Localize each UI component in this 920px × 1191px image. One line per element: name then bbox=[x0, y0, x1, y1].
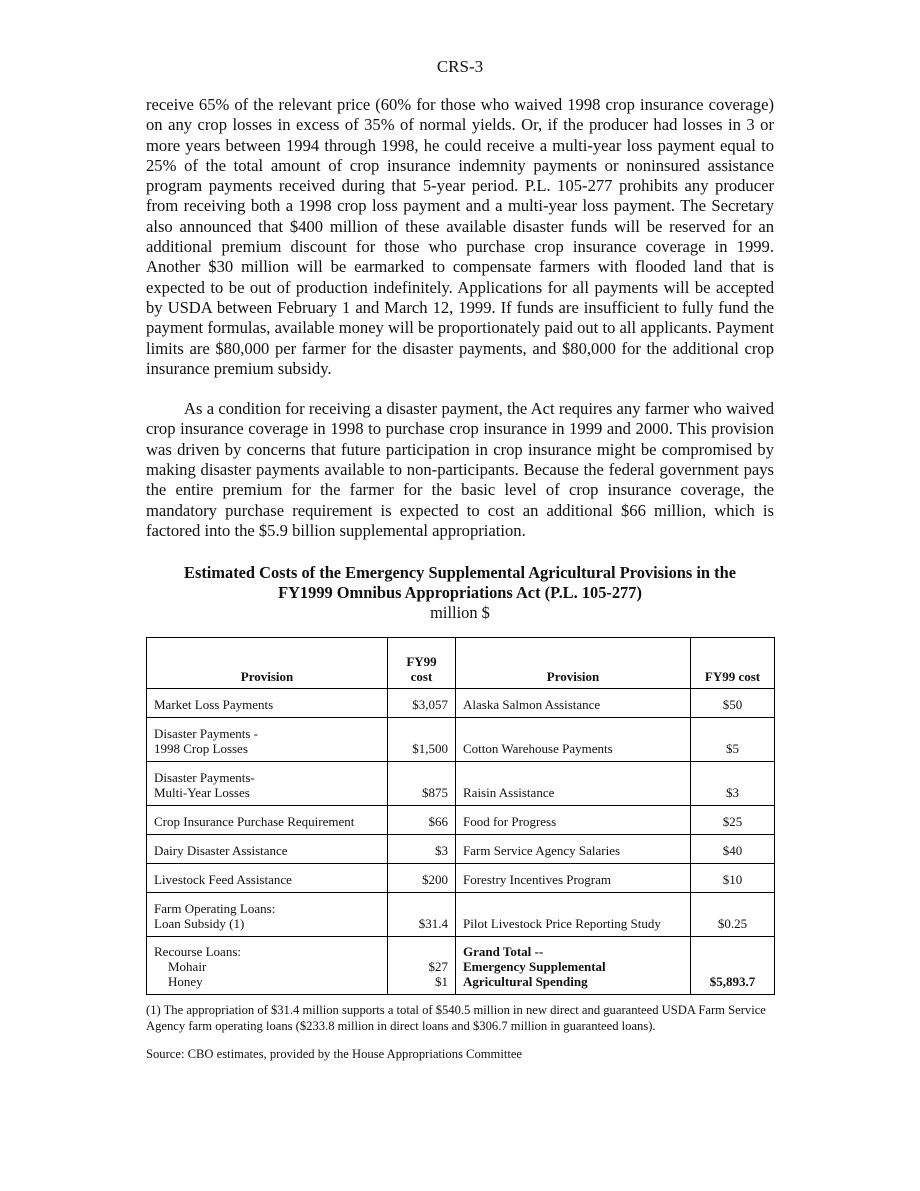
cost-cell bbox=[388, 762, 456, 806]
provision-text: Dairy Disaster Assistance bbox=[154, 843, 288, 859]
provision-cell bbox=[456, 864, 691, 893]
table-footnote: (1) The appropriation of $31.4 million supports a total of $540.5 million in new direct and guaranteed USDA Farm Service Agency farm operating loans ($233.8 million in direct loans and $306.7 million in guaranteed loans). bbox=[146, 1003, 766, 1034]
cost-value: $3 bbox=[726, 785, 739, 801]
cost-cell bbox=[691, 689, 775, 718]
table-header-row bbox=[147, 638, 775, 689]
provision-cell bbox=[456, 835, 691, 864]
cost-value: $27 bbox=[428, 959, 448, 975]
cost-cell bbox=[691, 718, 775, 762]
provision-text: Cotton Warehouse Payments bbox=[463, 741, 613, 757]
page-header: CRS-3 bbox=[436, 57, 484, 76]
provision-text: Market Loss Payments bbox=[154, 697, 274, 713]
grand-total-label: Agricultural Spending bbox=[463, 974, 588, 990]
table-title-line-1: Estimated Costs of the Emergency Supplemental Agricultural Provisions in the bbox=[184, 563, 736, 583]
cost-cell bbox=[691, 893, 775, 937]
cost-cell bbox=[388, 893, 456, 937]
cost-cell bbox=[691, 835, 775, 864]
grand-total-cost-cell bbox=[691, 937, 775, 995]
grand-total-label: Grand Total -- bbox=[463, 944, 544, 960]
provision-text: Farm Operating Loans: bbox=[154, 901, 276, 917]
header-cost-right: FY99 cost bbox=[691, 638, 775, 689]
provision-cell bbox=[147, 835, 388, 864]
cost-cell bbox=[691, 864, 775, 893]
header-provision-right: Provision bbox=[456, 638, 691, 689]
table-row bbox=[147, 864, 775, 893]
cost-value: $31.4 bbox=[418, 916, 448, 932]
provision-cell bbox=[147, 937, 388, 995]
provision-cell bbox=[147, 893, 388, 937]
cost-value: $3 bbox=[435, 843, 448, 859]
cost-value: $1 bbox=[435, 974, 448, 990]
provision-text: Food for Progress bbox=[463, 814, 557, 830]
cost-cell bbox=[388, 937, 456, 995]
provision-cell bbox=[456, 806, 691, 835]
provision-text: Raisin Assistance bbox=[463, 785, 555, 801]
cost-cell bbox=[691, 762, 775, 806]
provision-text: Multi-Year Losses bbox=[154, 785, 250, 801]
cost-value: $5 bbox=[726, 741, 739, 757]
provision-text: Pilot Livestock Price Reporting Study bbox=[463, 916, 661, 932]
provision-text: Crop Insurance Purchase Requirement bbox=[154, 814, 355, 830]
table-row bbox=[147, 806, 775, 835]
table-row bbox=[147, 762, 775, 806]
provision-text: Disaster Payments - bbox=[154, 726, 258, 742]
provision-text: Loan Subsidy (1) bbox=[154, 916, 245, 932]
cost-cell bbox=[388, 806, 456, 835]
provision-cell bbox=[456, 689, 691, 718]
header-cost-left: FY99 cost bbox=[388, 638, 456, 689]
cost-value: $50 bbox=[722, 697, 743, 713]
cost-value: $25 bbox=[722, 814, 743, 830]
cost-cell bbox=[388, 718, 456, 762]
provision-text: Livestock Feed Assistance bbox=[154, 872, 292, 888]
cost-value: $0.25 bbox=[717, 916, 748, 932]
cost-value: $200 bbox=[422, 872, 448, 888]
table-body bbox=[147, 689, 775, 995]
provision-text: 1998 Crop Losses bbox=[154, 741, 248, 757]
provision-text: Disaster Payments- bbox=[154, 770, 255, 786]
provision-text: Forestry Incentives Program bbox=[463, 872, 612, 888]
cost-cell bbox=[388, 864, 456, 893]
provision-subitem: Mohair bbox=[168, 959, 207, 975]
grand-total-label: Emergency Supplemental bbox=[463, 959, 606, 975]
table-row-grand-total bbox=[147, 937, 775, 995]
cost-value: $66 bbox=[428, 814, 448, 830]
cost-value: $40 bbox=[722, 843, 743, 859]
provision-cell bbox=[456, 762, 691, 806]
table-subtitle: million $ bbox=[430, 603, 490, 623]
grand-total-value: $5,893.7 bbox=[709, 974, 756, 990]
cost-value: $1,500 bbox=[412, 741, 448, 757]
provision-cell bbox=[147, 806, 388, 835]
cost-cell bbox=[388, 835, 456, 864]
table-title bbox=[146, 563, 774, 603]
provision-cell bbox=[456, 893, 691, 937]
cost-value: $3,057 bbox=[412, 697, 448, 713]
cost-value: $10 bbox=[722, 872, 743, 888]
grand-total-label-cell bbox=[456, 937, 691, 995]
provision-text: Farm Service Agency Salaries bbox=[463, 843, 621, 859]
provision-subitem: Honey bbox=[168, 974, 203, 990]
table-row bbox=[147, 718, 775, 762]
provision-cell bbox=[147, 689, 388, 718]
provision-cell bbox=[456, 718, 691, 762]
document-page bbox=[146, 0, 774, 1062]
table-row bbox=[147, 893, 775, 937]
table-row bbox=[147, 835, 775, 864]
provision-text: Alaska Salmon Assistance bbox=[463, 697, 601, 713]
table-title-line-2: FY1999 Omnibus Appropriations Act (P.L. 105-277) bbox=[278, 583, 642, 603]
cost-value: $875 bbox=[422, 785, 448, 801]
table-source: Source: CBO estimates, provided by the House Appropriations Committee bbox=[146, 1047, 523, 1062]
provision-cell bbox=[147, 718, 388, 762]
provision-cell bbox=[147, 864, 388, 893]
table-row bbox=[147, 689, 775, 718]
body-paragraph-2: As a condition for receiving a disaster payment, the Act requires any farmer who waived crop insurance coverage in 1998 to purchase crop insurance in 1999 and 2000. This provision was driven by concerns that future participation in crop insurance might be compromised by making disaster payments available to non-participants. Because the federal government pays the entire premium for the farmer for the basic level of crop insurance coverage, the mandatory purchase requirement is expected to cost an additional $66 million, which is factored into the $5.9 billion supplemental appropriation. bbox=[146, 399, 774, 540]
provision-text: Recourse Loans: bbox=[154, 944, 242, 960]
cost-cell bbox=[388, 689, 456, 718]
body-paragraph-1: receive 65% of the relevant price (60% for those who waived 1998 crop insurance coverage) on any crop losses in excess of 35% of normal yields. Or, if the producer had losses in 3 or more years between 1994 through 1998, he could receive a multi-year loss payment equal to 25% of the total amount of crop insurance indemnity payments or noninsured assistance program payments received during that 5-year period. P.L. 105-277 prohibits any producer from receiving both a 1998 crop loss payment and a multi-year loss payment. The Secretary also announced that $400 million of these available disaster funds will be reserved for an additional premium discount for those who purchase crop insurance coverage in 1999. Another $30 million will be earmarked to compensate farmers with flooded land that is expected to be out of production indefinitely. Applications for all payments will be accepted by USDA between February 1 and March 12, 1999. If funds are insufficient to fully fund the payment formulas, available money will be proportionately paid out to all applicants. Payment limits are $80,000 per farmer for the disaster payments, and $80,000 for the additional crop insurance premium subsidy. bbox=[146, 95, 774, 378]
cost-cell bbox=[691, 806, 775, 835]
header-provision-left: Provision bbox=[147, 638, 388, 689]
costs-table bbox=[146, 637, 775, 995]
provision-cell bbox=[147, 762, 388, 806]
